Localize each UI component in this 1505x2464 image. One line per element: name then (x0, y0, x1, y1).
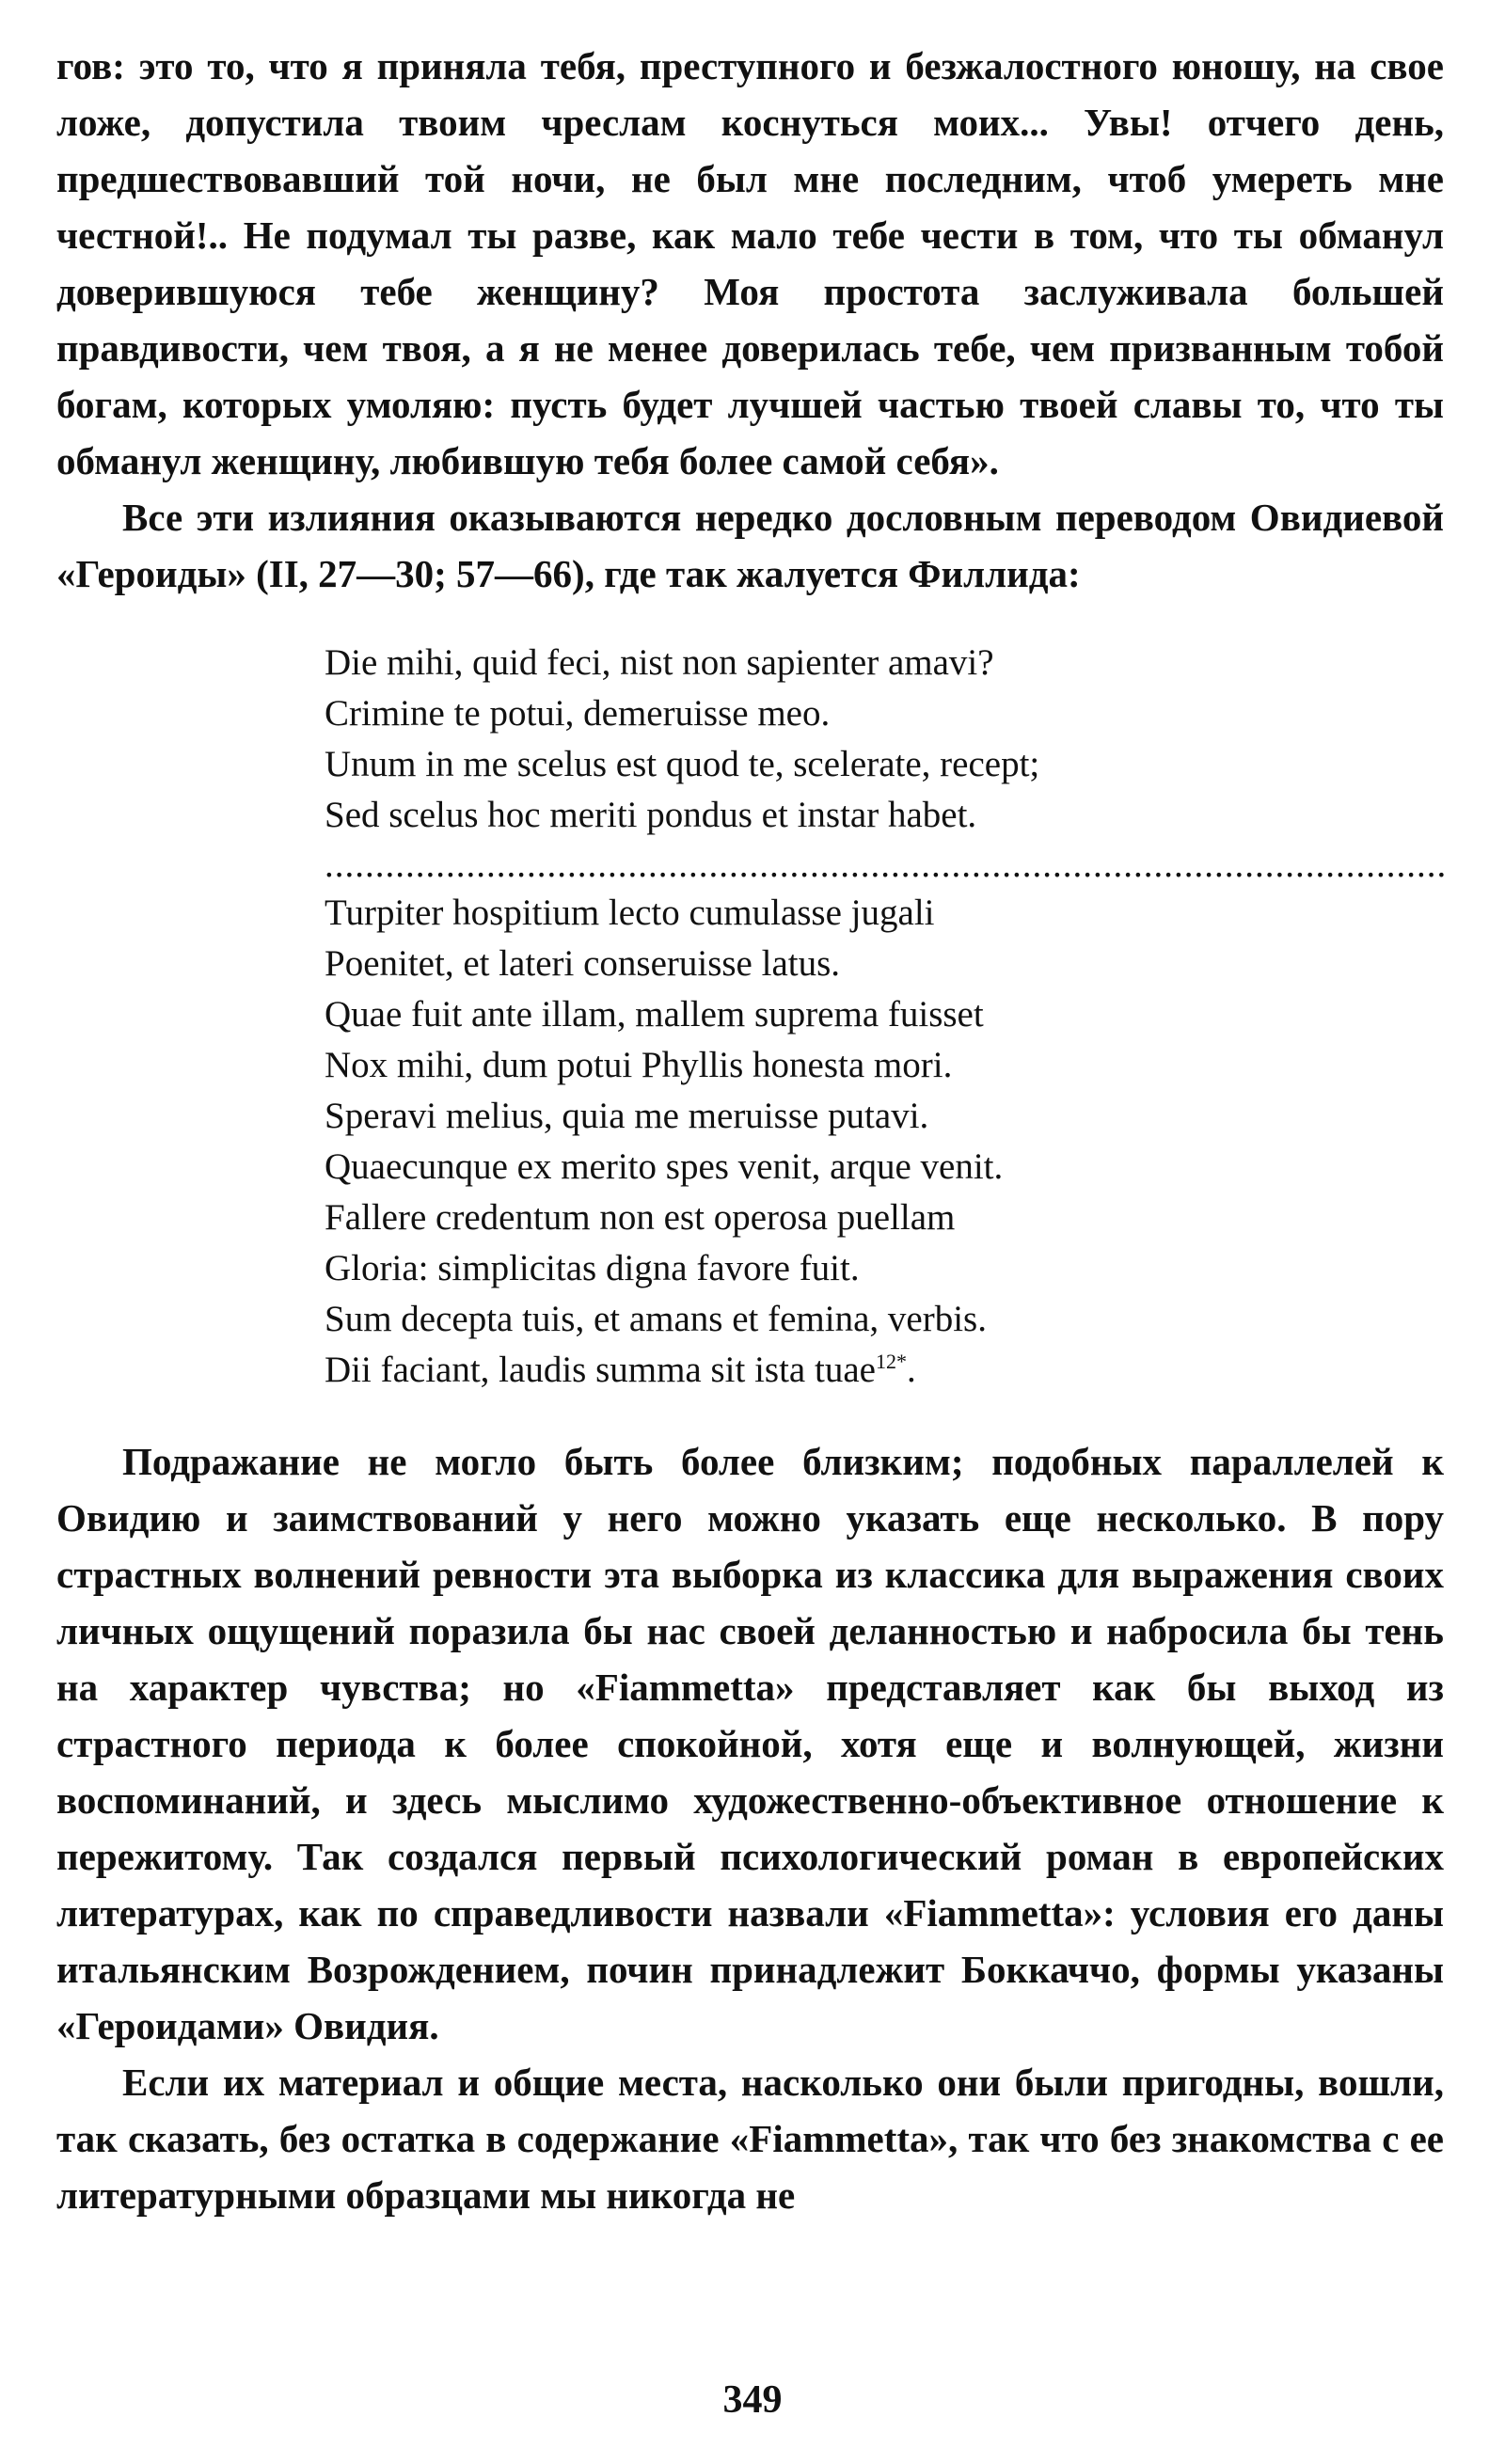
verse-line: Gloria: simplicitas digna favore fuit. (325, 1248, 860, 1288)
paragraph-continuation: гов: это то, что я приняла тебя, преступного и безжалостного юношу, на свое ложе, допустила твоим чреслам коснуться моих... Увы! отчего день, предшествовавший той ночи, не был мне последним, чтоб умереть мне честной!.. Не подумал ты разве, как мало тебе чести в том, что ты обманул доверившуюся тебе женщину? Моя простота заслуживала большей правдивости, чем твоя, а я не менее доверилась тебе, чем призванным тобой богам, которых умоляю: пусть будет лучшей частью твоей славы то, что ты обманул женщину, любившую тебя более самой себя». (56, 44, 1444, 482)
paragraph-imitation: Подражание не могло быть более близким; подобных параллелей к Овидию и заимствований у него можно указать еще несколько. В пору страстных волнений ревности эта выборка из классика для выражения своих личных ощущений поразила бы нас своей деланностью и набросила бы тень на характер чувства; но «Fiammetta» представляет как бы выход из страстного периода к более спокойной, хотя еще и волнующей, жизни воспоминаний, и здесь мыслимо художественно-объективное отношение к пережитому. Так создался первый психологический роман в европейских литературах, как по справедливости назвали «Fiammetta»: условия его даны итальянским Возрождением, почин принадлежит Боккаччо, формы указаны «Героидами» Овидия. (56, 1440, 1444, 2047)
verse-line: Quaecunque ex merito spes venit, arque venit. (325, 1146, 1004, 1187)
footnote-marker: 12* (875, 1350, 907, 1373)
latin-verse-quote (325, 638, 1448, 1396)
verse-line: Speravi melius, quia me meruisse putavi. (325, 1096, 929, 1136)
verse-line: Fallere credentum non est operosa puellam (325, 1197, 956, 1238)
paragraph-material: Если их материал и общие места, насколько они были пригодны, вошли, так сказать, без остатка в содержание «Fiammetta», так что без знакомства с ее литературными образцами мы никогда не (56, 2061, 1444, 2217)
verse-line: Die mihi, quid feci, nist non sapienter amavi? (325, 642, 994, 683)
verse-last-text: Dii faciant, laudis summa sit ista tuae (325, 1350, 876, 1390)
verse-ellipsis-divider: ............................................................................................................... (325, 845, 1448, 885)
verse-line: Turpiter hospitium lecto cumulasse jugali (325, 892, 935, 933)
verse-line: Sed scelus hoc meriti pondus et instar habet. (325, 795, 977, 835)
paragraph-ovid-translation: Все эти излияния оказываются нередко дословным переводом Овидиевой «Героиды» (II, 27—30; 57—66), где так жалуется Филлида: (56, 496, 1444, 595)
verse-line: Nox mihi, dum potui Phyllis honesta mori. (325, 1045, 953, 1085)
verse-line: Unum in me scelus est quod te, scelerate, recept; (325, 744, 1040, 784)
verse-last-punct: . (906, 1350, 916, 1390)
verse-line: Quae fuit ante illam, mallem suprema fuisset (325, 994, 984, 1035)
verse-line: Sum decepta tuis, et amans et femina, verbis. (325, 1299, 987, 1339)
verse-line: Crimine te potui, demeruisse meo. (325, 693, 831, 734)
verse-line: Poenitet, et lateri conseruisse latus. (325, 943, 841, 984)
page-number: 349 (722, 2378, 783, 2422)
page-body (56, 38, 1448, 2223)
verse-line-last (325, 1345, 1444, 1396)
